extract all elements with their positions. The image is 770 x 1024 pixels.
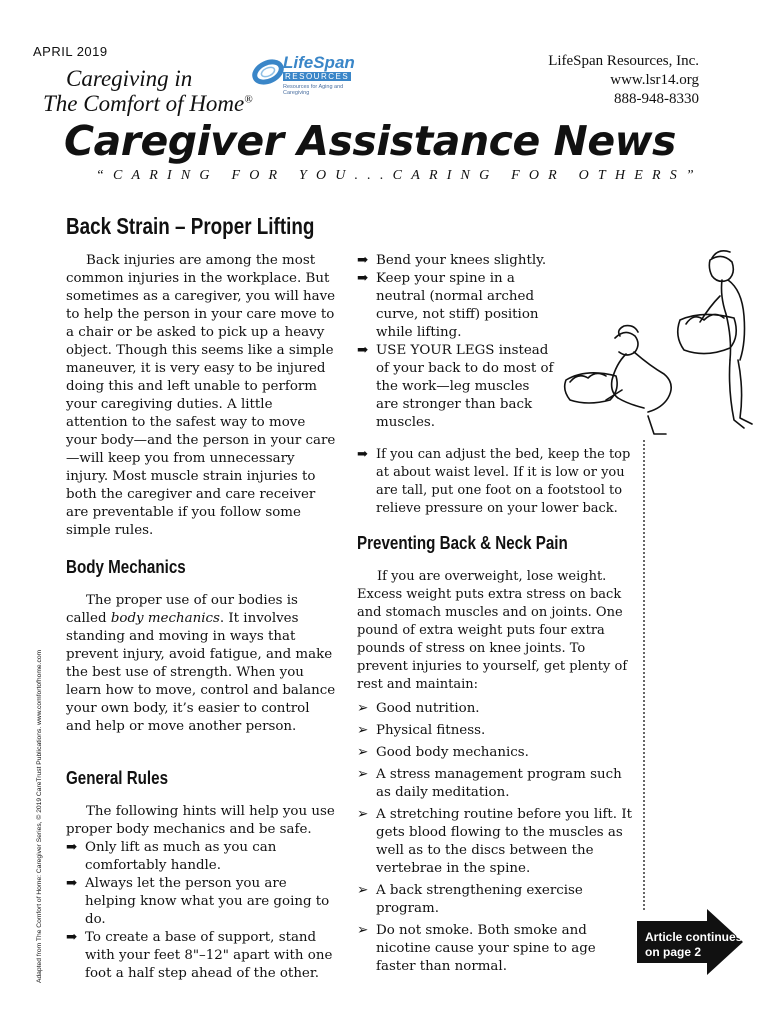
bed-rule-block	[357, 446, 635, 518]
arrowhead-icon: ➢	[357, 923, 369, 938]
arrowhead-icon: ➢	[357, 701, 369, 716]
org-name: LifeSpan Resources, Inc.	[548, 53, 699, 69]
list-item	[66, 929, 338, 983]
body-mechanics-pre: The proper use of our bodies is called	[66, 593, 298, 626]
body-mechanics-paragraph	[66, 592, 338, 736]
article-title: Back Strain – Proper Lifting	[66, 213, 315, 239]
list-item-text: Good nutrition.	[376, 701, 480, 716]
list-item	[357, 252, 555, 270]
right-arrow-icon: ➡	[357, 271, 369, 286]
list-item	[357, 806, 635, 878]
right-arrow-icon: ➡	[357, 253, 369, 268]
list-item-text: USE YOUR LEGS instead of your back to do most of the work—leg muscles are stronger than back muscles.	[376, 343, 554, 430]
registered-mark: ®	[244, 93, 253, 106]
prevent-intro-block	[357, 568, 635, 694]
continue-label[interactable]	[645, 930, 742, 960]
general-rules-block	[66, 803, 338, 983]
woman-lifting-basket-illustration	[560, 240, 760, 440]
list-item-text: If you can adjust the bed, keep the top at about waist level. If it is low or you are tall, put one foot on a footstool to relieve pressure on your lower back.	[376, 447, 631, 516]
list-item	[357, 922, 635, 976]
list-item	[66, 839, 338, 875]
list-item-text: A stretching routine before you lift. It gets blood flowing to the muscles as well as to the discs between the vertebrae in the spine.	[376, 807, 632, 876]
list-item	[357, 700, 635, 718]
right-arrow-icon: ➡	[357, 447, 368, 462]
list-item-text: Do not smoke. Both smoke and nicotine cause your spine to age faster than normal.	[376, 923, 596, 974]
brand-line-2-text: The Comfort of Home	[43, 91, 245, 116]
list-item-text: Good body mechanics.	[376, 745, 529, 760]
body-mechanics-term: body mechanics	[110, 611, 220, 626]
arrowhead-icon: ➢	[357, 807, 369, 822]
list-item	[66, 875, 338, 929]
list-item-text: Physical fitness.	[376, 723, 486, 738]
list-item-text: Keep your spine in a neutral (normal arched curve, not stiff) position while lifting.	[376, 271, 539, 340]
list-item-text: A back strengthening exercise program.	[376, 883, 583, 916]
list-item-text: To create a base of support, stand with your feet 8"–12" apart with one foot a half step ahead of the other.	[85, 930, 333, 981]
masthead-title: Caregiver Assistance News	[64, 117, 676, 165]
prevent-intro: If you are overweight, lose weight. Excess weight puts extra stress on back and stomach muscles and on joints. One pound of extra weight puts four extra pounds of stress on knee joints. To prevent injuries to yourself, get plenty of rest and maintain:	[357, 569, 628, 692]
list-item	[357, 342, 555, 432]
list-item-text: Always let the person you are helping know what you are going to do.	[85, 876, 330, 927]
logo-name: LifeSpan	[283, 53, 355, 72]
list-item-text: Only lift as much as you can comfortably handle.	[85, 840, 277, 873]
arrowhead-icon: ➢	[357, 723, 369, 738]
right-rules-block	[357, 252, 555, 432]
column-divider	[643, 440, 645, 910]
brand-line-1: Caregiving in	[66, 66, 193, 91]
body-mechanics-post: . It involves standing and moving in ways that prevent injury, avoid fatigue, and make the best use of strength. When you learn how to move, control and balance your own body, it’s easier to control and help or move another person.	[66, 611, 336, 734]
issue-date: APRIL 2019	[33, 44, 108, 59]
prevent-list	[357, 700, 635, 976]
right-arrow-icon: ➡	[357, 343, 369, 358]
general-rules-heading: General Rules	[66, 767, 169, 788]
body-mechanics-text	[66, 592, 338, 736]
list-item-text: A stress management program such as daily meditation.	[376, 767, 622, 800]
continue-line-1: Article continues	[645, 930, 743, 944]
prevent-pain-heading: Preventing Back & Neck Pain	[357, 532, 568, 553]
list-item-text: Bend your knees slightly.	[376, 253, 547, 268]
arrowhead-icon: ➢	[357, 767, 369, 782]
masthead-tagline: “CARING FOR YOU...CARING FOR OTHERS”	[96, 168, 703, 183]
arrowhead-icon: ➢	[357, 745, 369, 760]
list-item	[357, 446, 635, 518]
general-rules-intro: The following hints will help you use proper body mechanics and be safe.	[66, 804, 335, 837]
intro-paragraph	[66, 252, 338, 540]
list-item	[357, 744, 635, 762]
website-link[interactable]: www.lsr14.org	[610, 72, 699, 88]
continue-line-2: on page 2	[645, 945, 702, 959]
list-item	[357, 270, 555, 342]
list-item	[357, 882, 635, 918]
right-arrow-icon: ➡	[66, 876, 78, 891]
arrowhead-icon: ➢	[357, 883, 369, 898]
right-arrow-icon: ➡	[66, 930, 78, 945]
body-mechanics-heading: Body Mechanics	[66, 556, 186, 577]
intro-text: Back injuries are among the most common injuries in the workplace. But sometimes as a caregiver, you will have to help the person in your care move to a chair or be asked to pick up a heavy object. Though this seems like a simple maneuver, it is very easy to be injured doing this and left unable to perform your caregiving duties. A little attention to the safest way to move your body—and the person in your care—will keep you from unnecessary injury. Most muscle strain injuries to both the caregiver and care receiver are preventable if you follow some simple rules.	[66, 253, 336, 538]
brand-line-2	[43, 91, 253, 117]
copyright-credit: Adapted from The Comfort of Home: Caregiver Series, © 2019 CareTrust Publications. www.comfortofhome.com	[36, 649, 43, 983]
list-item	[357, 766, 635, 802]
list-item	[357, 722, 635, 740]
logo-tagline: Resources for Aging and Caregiving	[283, 84, 344, 96]
contact-block	[548, 52, 699, 109]
right-arrow-icon: ➡	[66, 840, 78, 855]
logo-subtitle: RESOURCES	[285, 72, 350, 81]
phone-number: 888-948-8330	[614, 91, 699, 107]
